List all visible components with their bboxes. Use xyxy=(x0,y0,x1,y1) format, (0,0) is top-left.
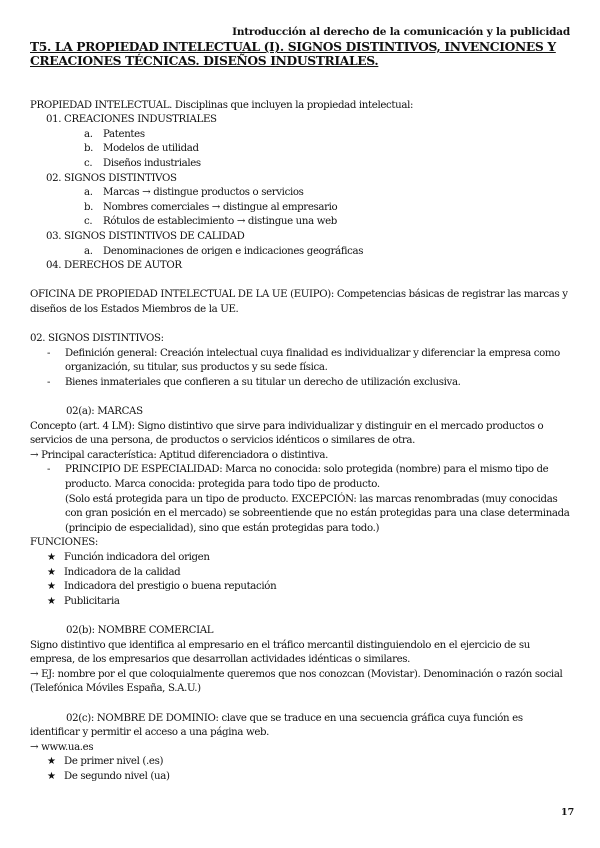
list-item xyxy=(30,157,575,172)
main-characteristic: → Principal característica: Aptitud diferenciadora o distintiva. xyxy=(30,449,328,461)
list-item-text: Rótulos de establecimiento → distingue una web xyxy=(103,216,337,228)
dash-bullet-icon: - xyxy=(47,376,51,388)
list-item-text: Modelos de utilidad xyxy=(103,143,199,155)
list-item xyxy=(30,566,575,581)
list-marker: c. xyxy=(84,157,93,169)
star-bullet-icon: ★ xyxy=(47,756,56,768)
list-marker: c. xyxy=(84,216,93,228)
list-item-text: PRINCIPIO DE ESPECIALIDAD: Marca no conocida: solo protegida (nombre) para el mismo tipo de producto. Marca conocida: protegida para todo tipo de producto. xyxy=(65,464,549,491)
list-item xyxy=(30,580,575,595)
list-item-text: Nombres comerciales → distingue al empresario xyxy=(103,201,338,213)
definition-text: : clave que se traduce en una secuencia gráfica cuya función es identificar y permitir el acceso a una página web. xyxy=(30,712,523,739)
list-item xyxy=(30,770,575,785)
section-heading: 02. SIGNOS DISTINTIVOS: xyxy=(30,333,164,345)
euipo-paragraph: OFICINA DE PROPIEDAD INTELECTUAL DE LA UE (EUIPO): Competencias básicas de registrar las marcas y diseños de los Estados Miembros de la UE. xyxy=(30,289,568,315)
star-bullet-icon: ★ xyxy=(47,581,56,593)
list-item xyxy=(30,551,575,566)
list-marker: a. xyxy=(84,187,93,199)
dash-bullet-icon: - xyxy=(47,464,51,476)
intro-text: PROPIEDAD INTELECTUAL. Disciplinas que incluyen la propiedad intelectual: xyxy=(30,99,414,111)
star-bullet-icon: ★ xyxy=(47,566,56,578)
list-item xyxy=(30,755,575,770)
page-number: 17 xyxy=(561,807,575,818)
discipline-label: 04. DERECHOS DE AUTOR xyxy=(46,260,182,272)
example-paragraph: → EJ: nombre por el que coloquialmente queremos que nos conozcan (Movistar). Denominación o razón social (Telefónica Móviles España, S.A.U.) xyxy=(30,668,563,695)
discipline-label: 03. SIGNOS DISTINTIVOS DE CALIDAD xyxy=(46,230,245,242)
list-item-text: Publicitaria xyxy=(64,595,120,607)
concept-paragraph: Concepto (art. 4 LM): Signo distintivo que sirve para individualizar y distinguir en el mercado productos o servicios de una persona, de productos o servicios idénticos o similares de otra. xyxy=(30,420,544,447)
subsection-heading: 02(b): NOMBRE COMERCIAL xyxy=(66,624,214,636)
list-item-text: Bienes inmateriales que confieren a su titular un derecho de utilización exclusiva. xyxy=(65,376,461,388)
discipline-label: 02. SIGNOS DISTINTIVOS xyxy=(46,172,177,184)
star-bullet-icon: ★ xyxy=(47,595,56,607)
list-item xyxy=(30,201,575,216)
list-item-text: De segundo nivel (ua) xyxy=(64,770,170,782)
list-item xyxy=(30,186,575,201)
definition-paragraph: Signo distintivo que identifica al empresario en el tráfico mercantil distinguiendolo en el ejercicio de su empresa, de los empresarios que desarrollan actividades idénticas o similares. xyxy=(30,639,530,666)
list-item-text: Patentes xyxy=(103,128,145,140)
list-item-text: Función indicadora del origen xyxy=(64,552,210,563)
list-item xyxy=(30,142,575,157)
list-item xyxy=(30,463,575,492)
list-item-text: Marcas → distingue productos o servicios xyxy=(103,187,304,199)
list-item-text: Diseños industriales xyxy=(103,157,201,169)
list-item xyxy=(30,215,575,230)
dash-bullet-icon: - xyxy=(47,347,51,359)
list-item-text: Indicadora de la calidad xyxy=(64,566,181,578)
list-item-text: Indicadora del prestigio o buena reputación xyxy=(64,581,277,593)
example-link-text: → www.ua.es xyxy=(30,741,94,753)
list-item xyxy=(30,128,575,143)
list-item-text: Definición general: Creación intelectual cuya finalidad es individualizar y diferenciar la empresa como organización, su titular, sus productos y su sede física. xyxy=(65,347,560,374)
functions-label: FUNCIONES: xyxy=(30,537,99,549)
note-text: (Solo está protegida para un tipo de producto. EXCEPCIÓN: las marcas renombradas (muy conocidas con gran posición en el mercado) se sobreentiende que no están protegidas para una clase determinada (principio de especialidad), sino que están protegidas para todo.) xyxy=(65,493,570,534)
list-item xyxy=(30,347,575,376)
dominio-paragraph xyxy=(30,712,575,741)
list-item xyxy=(30,245,575,260)
list-item-text: De primer nivel (.es) xyxy=(64,756,164,768)
subsection-heading: 02(a): MARCAS xyxy=(66,406,143,418)
running-header: Introducción al derecho de la comunicación y la publicidad xyxy=(232,26,570,38)
subsection-heading: 02(c): NOMBRE DE DOMINIO xyxy=(66,712,216,724)
star-bullet-icon: ★ xyxy=(47,770,56,782)
list-marker: a. xyxy=(84,128,93,140)
list-marker: b. xyxy=(84,201,94,213)
discipline-label: 01. CREACIONES INDUSTRIALES xyxy=(46,114,217,126)
star-bullet-icon: ★ xyxy=(47,552,56,563)
list-item xyxy=(30,595,575,610)
list-item xyxy=(30,376,575,391)
note-block xyxy=(30,493,575,537)
list-marker: b. xyxy=(84,143,94,155)
page-title: T5. LA PROPIEDAD INTELECTUAL (I). SIGNOS DISTINTIVOS, INVENCIONES Y CREACIONES TÉCNICAS. DISEÑOS INDUSTRIALES. xyxy=(30,39,556,68)
document-body xyxy=(30,84,575,785)
list-item-text: Denominaciones de origen e indicaciones geográficas xyxy=(103,245,364,257)
list-marker: a. xyxy=(84,245,93,257)
